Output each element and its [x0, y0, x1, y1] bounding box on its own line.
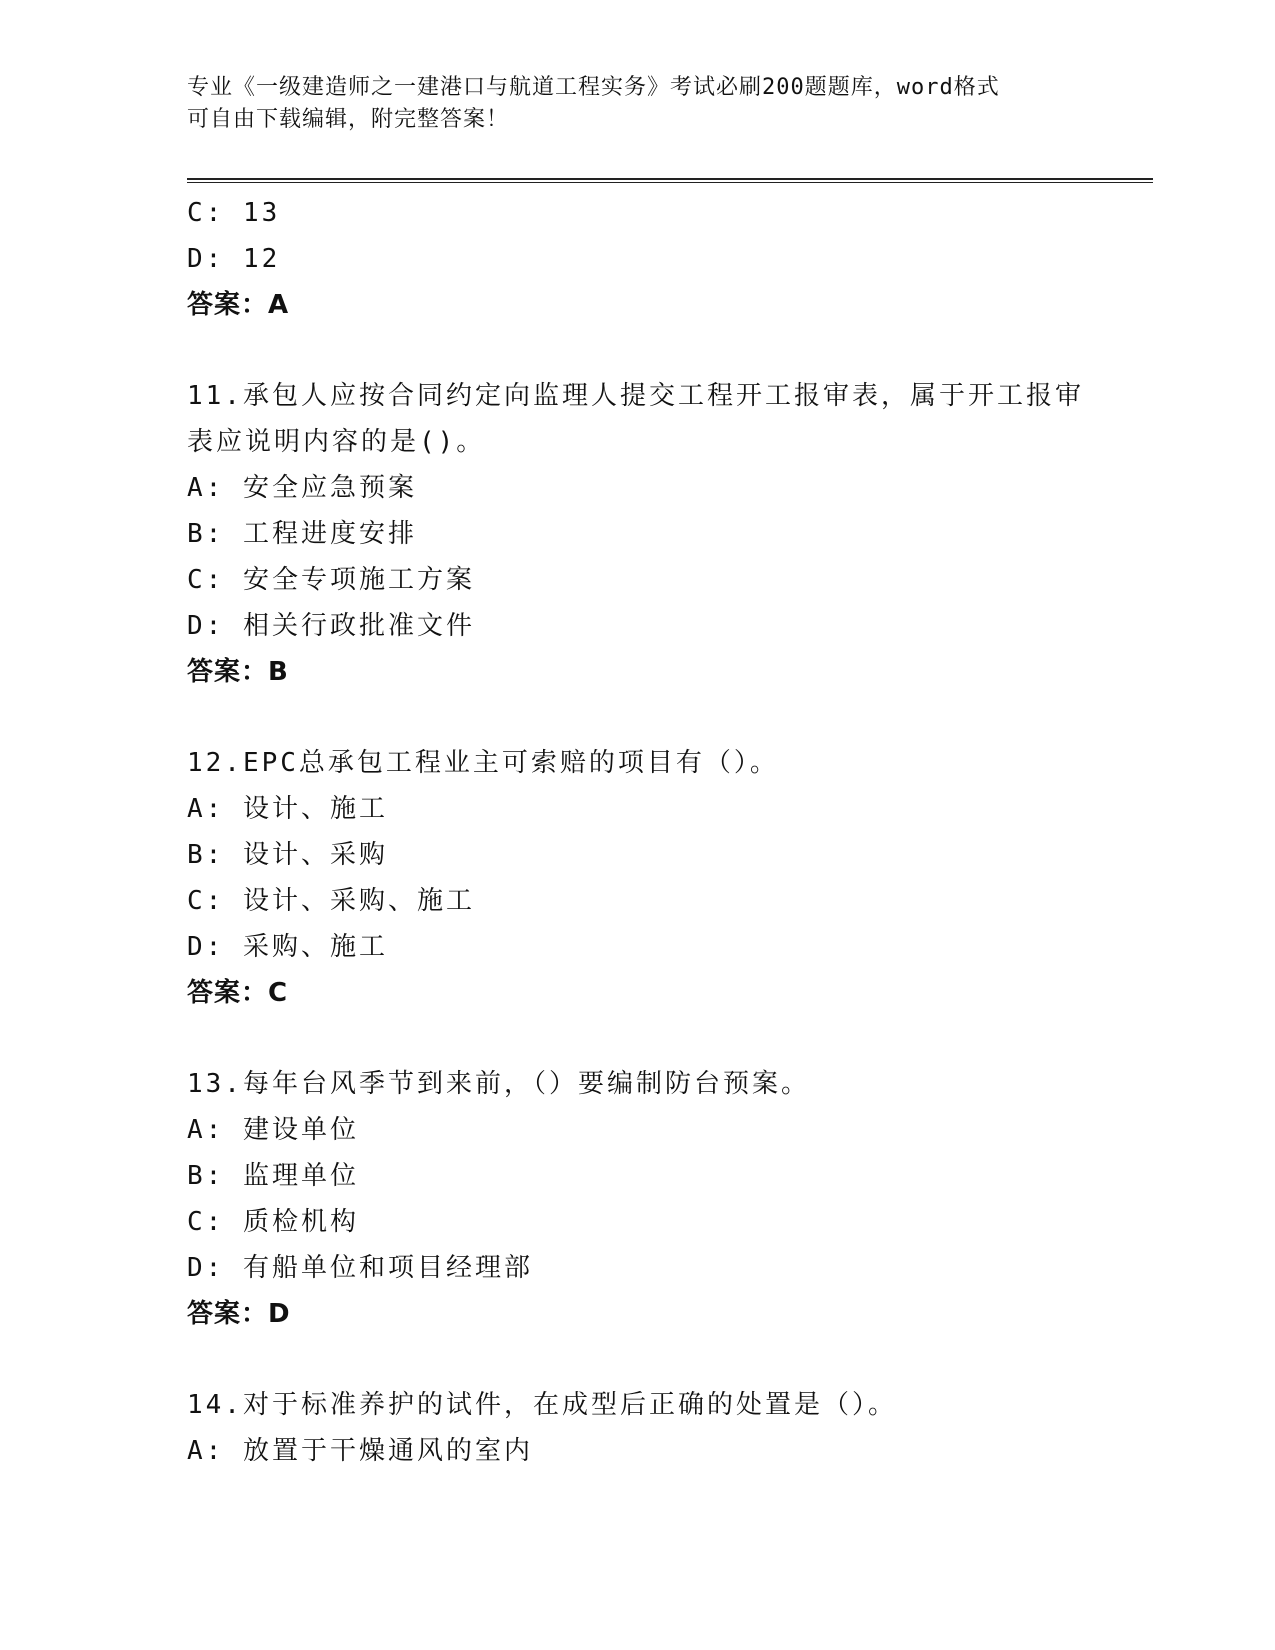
option-a: A: 安全应急预案 — [187, 473, 417, 503]
question-stem: 14.对于标准养护的试件，在成型后正确的处置是（）。 — [187, 1390, 897, 1420]
header-title-line-1: 专业《一级建造师之一建港口与航道工程实务》考试必刷200题题库，word格式 — [187, 75, 1000, 100]
option-b: B: 设计、采购 — [187, 840, 388, 870]
header-divider — [187, 178, 1153, 183]
answer-line: 答案：B — [187, 657, 289, 687]
option-c: C: 安全专项施工方案 — [187, 565, 475, 595]
option-a: A: 设计、施工 — [187, 794, 388, 824]
spacer — [187, 1016, 1107, 1061]
spacer — [187, 695, 1107, 740]
option-c: C: 质检机构 — [187, 1207, 359, 1237]
answer-line: 答案：A — [187, 290, 290, 320]
answer-line: 答案：C — [187, 978, 289, 1008]
option-a: A: 放置于干燥通风的室内 — [187, 1436, 533, 1466]
option-b: B: 监理单位 — [187, 1161, 359, 1191]
question-stem: 13.每年台风季节到来前，（）要编制防台预案。 — [187, 1069, 810, 1099]
option-d: D: 12 — [187, 244, 281, 274]
option-d: D: 相关行政批准文件 — [187, 611, 475, 641]
question-list — [187, 190, 1107, 1474]
question-stem: 11.承包人应按合同约定向监理人提交工程开工报审表，属于开工报审 — [187, 381, 1084, 411]
option-a: A: 建设单位 — [187, 1115, 359, 1145]
previous-question-tail — [187, 190, 1107, 328]
answer-line: 答案：D — [187, 1299, 291, 1329]
header-title-line-2: 可自由下载编辑，附完整答案！ — [187, 107, 510, 132]
option-b: B: 工程进度安排 — [187, 519, 417, 549]
question-13 — [187, 1061, 1107, 1337]
question-stem: 12.EPC总承包工程业主可索赔的项目有（）。 — [187, 748, 779, 778]
question-12 — [187, 740, 1107, 1016]
option-c: C: 设计、采购、施工 — [187, 886, 475, 916]
option-c: C: 13 — [187, 198, 281, 228]
question-11 — [187, 373, 1107, 695]
question-stem-continued: 表应说明内容的是()。 — [187, 427, 486, 457]
question-14 — [187, 1382, 1107, 1474]
option-d: D: 有船单位和项目经理部 — [187, 1253, 533, 1283]
option-d: D: 采购、施工 — [187, 932, 388, 962]
document-header — [187, 72, 1087, 136]
spacer — [187, 1337, 1107, 1382]
spacer — [187, 328, 1107, 373]
